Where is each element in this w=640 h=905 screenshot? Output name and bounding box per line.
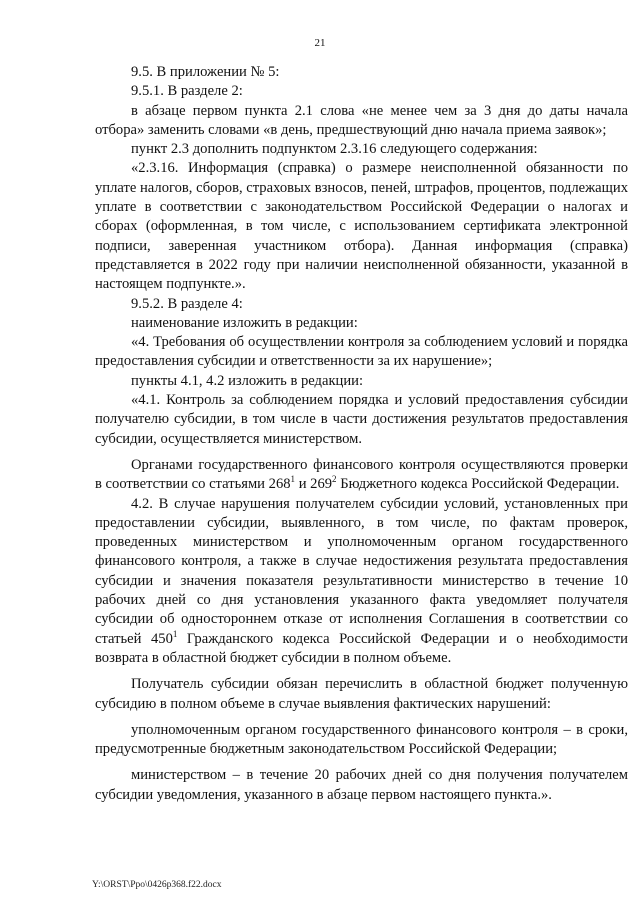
paragraph-text: Гражданского кодекса Российской Федерации и о необходимости возврата в областной бюджет субсидии в полном объеме. bbox=[95, 630, 628, 666]
paragraph bbox=[95, 456, 628, 495]
paragraph bbox=[95, 766, 628, 805]
paragraph-text: 9.5. В приложении № 5: bbox=[131, 64, 280, 80]
page-number: 21 bbox=[314, 37, 326, 49]
paragraph-text: в абзаце первом пункта 2.1 слова «не менее чем за 3 дня до даты начала отбора» заменить словами «в день, предшествующий дню начала приема заявок»; bbox=[95, 102, 628, 138]
paragraph-text: «4.1. Контроль за соблюдением порядка и условий предоставления субсидии получателю субсидии, в том числе в части достижения результатов предоставления субсидии, осуществляется министерством. bbox=[95, 392, 628, 447]
paragraph-text: «2.3.16. Информация (справка) о размере неисполненной обязанности по уплате налогов, сборов, страховых взносов, пеней, штрафов, процентов, подлежащих уплате в соответствии с законодательством Российской Федерации о налогах и сборах (оформленная, в том числе, с использованием сертификата электронной подписи, заверенная участником отбора). Данная информация (справка) представляется в 2022 году при наличии неисполненной обязанности, указанной в настоящем подпункте.». bbox=[95, 160, 628, 293]
paragraph-text: 9.5.2. В разделе 4: bbox=[131, 295, 243, 312]
paragraph bbox=[95, 391, 628, 449]
file-path-footer: Y:\ORST\Ppo\0426p368.f22.docx bbox=[92, 880, 222, 890]
paragraph bbox=[95, 140, 628, 159]
paragraph-text: 9.5.1. В разделе 2: bbox=[131, 83, 243, 100]
paragraph bbox=[95, 333, 628, 372]
paragraph bbox=[95, 159, 628, 294]
paragraph bbox=[95, 63, 628, 82]
paragraph bbox=[95, 495, 628, 669]
paragraph-text: пункт 2.3 дополнить подпунктом 2.3.16 следующего содержания: bbox=[131, 141, 538, 158]
superscript-marker: 1 bbox=[290, 474, 296, 485]
paragraph bbox=[95, 295, 628, 314]
document-body bbox=[95, 63, 628, 805]
paragraph-text: и 269 bbox=[295, 476, 333, 493]
paragraph-text: пункты 4.1, 4.2 изложить в редакции: bbox=[131, 372, 364, 389]
superscript-marker: 1 bbox=[172, 628, 178, 639]
paragraph-text: «4. Требования об осуществлении контроля за соблюдением условий и порядка предоставления субсидии и ответственности за их нарушение»; bbox=[95, 334, 628, 370]
paragraph bbox=[95, 314, 628, 333]
paragraph bbox=[95, 102, 628, 141]
paragraph bbox=[95, 372, 628, 391]
paragraph bbox=[95, 82, 628, 101]
paragraph-text: Бюджетного кодекса Российской Федерации. bbox=[336, 476, 620, 493]
paragraph-text: уполномоченным органом государственного финансового контроля – в сроки, предусмотренные бюджетным законодательством Российской Федерации; bbox=[95, 721, 628, 758]
paragraph-text: 4.2. В случае нарушения получателем субсидии условий, установленных при предоставлении субсидии, выявленного, в том числе, по фактам проверок, проведенных министерством и уполномоченным органом государственного финансового контроля, а также в случае недостижения результата предоставления субсидии и значения показателя результативности министерство в течение 10 рабочих дней со дня установления указанного факта уведомляет получателя субсидии об одностороннем отказе от исполнения Соглашения в соответствии со статьей 450 bbox=[95, 495, 628, 647]
paragraph bbox=[95, 721, 628, 760]
paragraph-text: наименование изложить в редакции: bbox=[131, 314, 358, 331]
paragraph bbox=[95, 675, 628, 714]
paragraph-text: Органами государственного финансового контроля осуществляются проверки в соответствии со статьями 268 bbox=[95, 456, 628, 493]
paragraph-text: министерством – в течение 20 рабочих дней со дня получения получателем субсидии уведомления, указанного в абзаце первом настоящего пункта.». bbox=[95, 767, 628, 803]
paragraph-text: Получатель субсидии обязан перечислить в областной бюджет полученную субсидию в полном объеме в случае выявления фактических нарушений: bbox=[95, 676, 628, 712]
superscript-marker: 2 bbox=[332, 474, 337, 485]
